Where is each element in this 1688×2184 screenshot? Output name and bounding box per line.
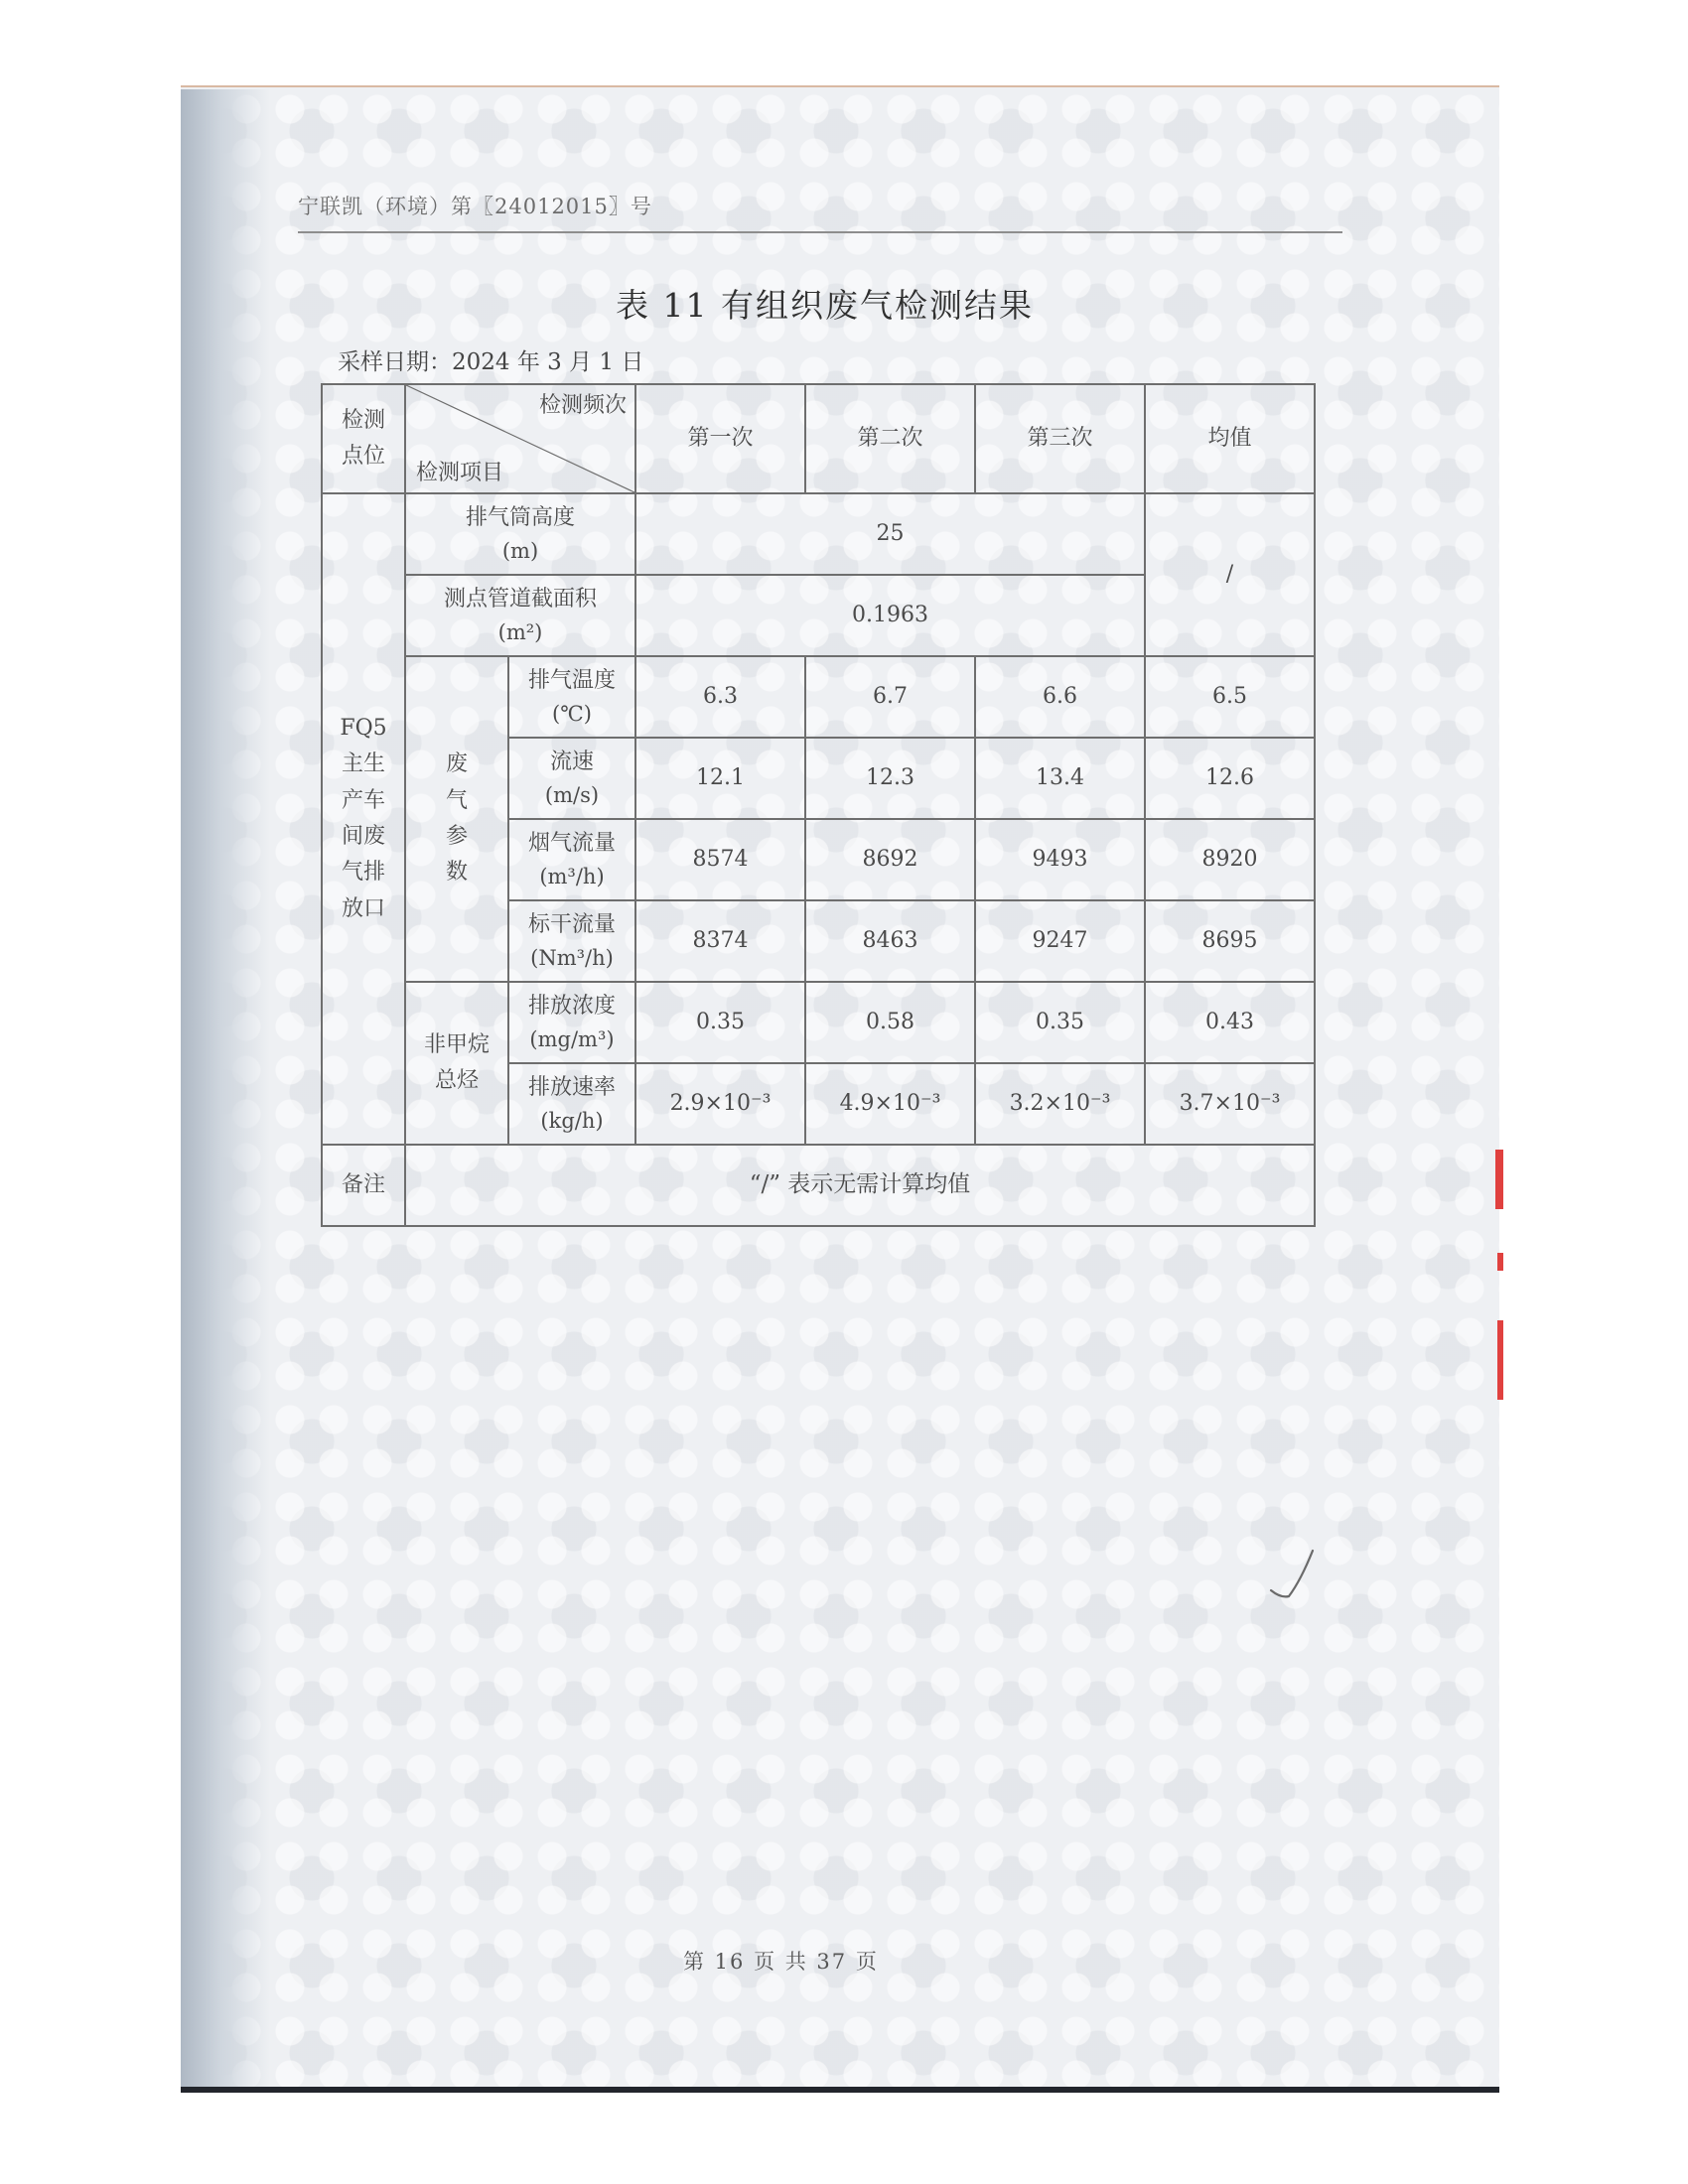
header-run-2: 第二次 [805, 384, 975, 493]
value-cell: 9493 [975, 819, 1145, 900]
table-row [322, 656, 1315, 738]
average-cell: 12.6 [1145, 738, 1315, 819]
handwritten-check-mark [1267, 1547, 1327, 1606]
remark-text: “/” 表示无需计算均值 [405, 1145, 1315, 1226]
header-divider [298, 231, 1342, 233]
gas-params-group: 废气参数 [405, 656, 508, 982]
value-cell: 12.1 [635, 738, 805, 819]
nmhc-group: 非甲烷总烃 [405, 982, 508, 1145]
average-cell: 8920 [1145, 819, 1315, 900]
header-item-label: 检测项目 [416, 460, 504, 485]
value-cell: 4.9×10⁻³ [805, 1063, 975, 1145]
stack-height-label: 排气筒高度 (m) [405, 493, 635, 575]
header-diagonal-cell [405, 384, 635, 493]
value-cell: 0.58 [805, 982, 975, 1063]
value-cell: 3.2×10⁻³ [975, 1063, 1145, 1145]
value-cell: 0.35 [975, 982, 1145, 1063]
cross-section-value: 0.1963 [635, 575, 1145, 656]
average-cell: 3.7×10⁻³ [1145, 1063, 1315, 1145]
remark-row [322, 1145, 1315, 1226]
row-label: 排放浓度 (mg/m³) [508, 982, 635, 1063]
average-not-applicable: / [1145, 493, 1315, 656]
row-label: 流速 (m/s) [508, 738, 635, 819]
value-cell: 6.6 [975, 656, 1145, 738]
header-frequency-label: 检测频次 [538, 393, 627, 418]
exhaust-gas-results-table [321, 383, 1316, 1227]
table-title: 表 11 有组织废气检测结果 [616, 286, 1034, 325]
header-point: 检测点位 [322, 384, 405, 493]
value-cell: 6.3 [635, 656, 805, 738]
value-cell: 13.4 [975, 738, 1145, 819]
value-cell: 8374 [635, 900, 805, 982]
average-cell: 0.43 [1145, 982, 1315, 1063]
seal-fragment [1495, 1150, 1503, 1209]
average-cell: 8695 [1145, 900, 1315, 982]
cross-section-label: 测点管道截面积 (m²) [405, 575, 635, 656]
table-row [322, 982, 1315, 1063]
row-label: 排气温度 (℃) [508, 656, 635, 738]
table-header-row [322, 384, 1315, 493]
row-label: 标干流量 (Nm³/h) [508, 900, 635, 982]
stack-height-row [322, 493, 1315, 575]
page-binding-shadow [181, 89, 270, 2087]
value-cell: 6.7 [805, 656, 975, 738]
value-cell: 0.35 [635, 982, 805, 1063]
sampling-point-name: FQ5主生产车间废气排放口 [340, 716, 387, 921]
header-average: 均值 [1145, 384, 1315, 493]
average-cell: 6.5 [1145, 656, 1315, 738]
paper-bottom-edge [181, 2087, 1499, 2093]
value-cell: 8692 [805, 819, 975, 900]
value-cell: 2.9×10⁻³ [635, 1063, 805, 1145]
header-run-1: 第一次 [635, 384, 805, 493]
value-cell: 12.3 [805, 738, 975, 819]
remark-label: 备注 [322, 1145, 405, 1226]
page-number: 第 16 页 共 37 页 [683, 1950, 879, 1974]
sampling-point-cell [322, 493, 405, 1145]
seal-fragment [1497, 1253, 1503, 1271]
stack-height-value: 25 [635, 493, 1145, 575]
sampling-date: 采样日期：2024 年 3 月 1 日 [338, 349, 644, 375]
value-cell: 8463 [805, 900, 975, 982]
value-cell: 9247 [975, 900, 1145, 982]
header-run-3: 第三次 [975, 384, 1145, 493]
seal-fragment [1497, 1320, 1503, 1400]
report-reference-number: 宁联凯（环境）第〖24012015〗号 [298, 195, 652, 218]
row-label: 烟气流量 (m³/h) [508, 819, 635, 900]
row-label: 排放速率 (kg/h) [508, 1063, 635, 1145]
value-cell: 8574 [635, 819, 805, 900]
